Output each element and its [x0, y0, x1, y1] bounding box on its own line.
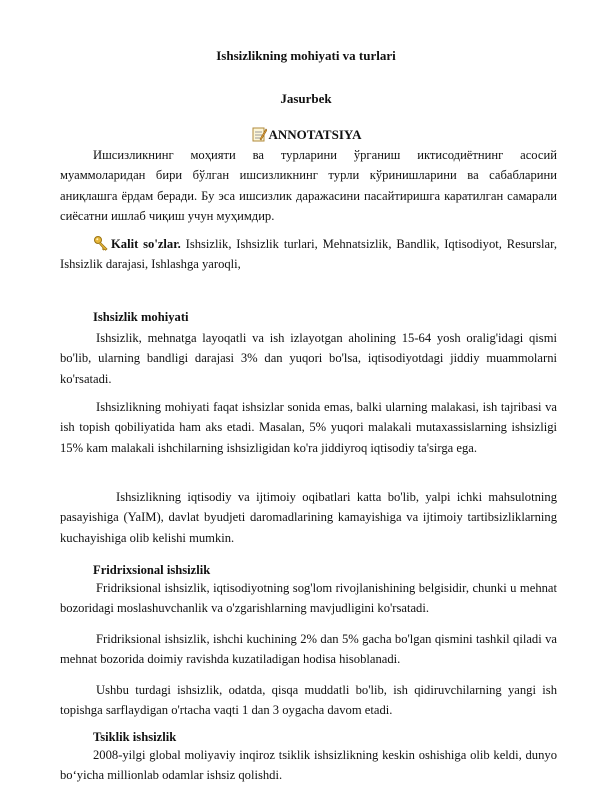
memo-icon — [251, 126, 267, 142]
annotation-heading — [0, 126, 612, 143]
section-1-paragraph-1: Ishsizlik, mehnatga layoqatli va ish izlayotgan aholining 15-64 yosh oralig'idagi qismi bo'lib, ularning bandligi darajasi 3% dan yuqori bo'lsa, iqtisodiyotdagi jiddiy muammolarni ko'rsatadi. — [60, 331, 557, 386]
document-author: Jasurbek — [280, 91, 332, 106]
section-3-paragraph-1: 2008-yilgi global moliyaviy inqiroz tsiklik ishsizlikning keskin oshishiga olib keldi, dunyo bo‘yicha millionlab odamlar ishsiz qolishdi. — [60, 748, 557, 783]
annotation-text: Ишсизликнинг моҳияти ва турларини ўрганиш иктисодиётнинг асосий муаммоларидан бири бўлган ишсизликнинг турли кўринишларини ва сабабларини аниқлашга ёрдам беради. Бу эса ишсизлик даражасини пасайтиришга каратилган самарали сиёсатни ишлаб чиқиш учун муҳимдир. — [60, 148, 557, 223]
section-1-paragraph-3: Ishsizlikning iqtisodiy va ijtimoiy oqibatlari katta bo'lib, yalpi ichki mahsulotning pasayishiga (YaIM), davlat byudjeti daromadlarining kamayishiga va ijtimoiy tartibsizliklarning kuchayishiga olib kelishi mumkin. — [60, 490, 557, 545]
section-heading-tsiklik: Tsiklik ishsizlik — [93, 730, 177, 744]
section-2-paragraph-2: Fridriksional ishsizlik, ishchi kuchining 2% dan 5% gacha bo'lgan qismini tashkil qiladi va mehnat bozorida doimiy ravishda kuzatiladigan hodisa hisoblanadi. — [60, 632, 557, 667]
section-1-paragraph-2: Ishsizlikning mohiyati faqat ishsizlar sonida emas, balki ularning malakasi, ish tajribasi va ish topish qobiliyatida ham aks etadi. Masalan, 5% yuqori malakali mutaxassislarning ishsizligi 15% kam malakali ishchilarning ishsizligidan ko'ra jiddiyroq iqtisodiy ta'sirga ega. — [60, 400, 557, 455]
key-icon — [93, 235, 109, 251]
annotation-heading-text: ANNOTATSIYA — [268, 127, 362, 142]
keywords-paragraph — [60, 234, 557, 275]
section-heading-fridrixsional: Fridrixsional ishsizlik — [93, 563, 211, 577]
keywords-label: Kalit so'zlar. — [111, 237, 181, 251]
section-2-paragraph-3: Ushbu turdagi ishsizlik, odatda, qisqa muddatli bo'lib, ish qidiruvchilarning yangi ish topishga sarflaydigan o'rtacha vaqti 1 dan 3 oygacha davom etadi. — [60, 683, 557, 718]
keywords-text: Ishsizlik, Ishsizlik turlari, Mehnatsizlik, Bandlik, Iqtisodiyot, Resurslar, Ishsizlik darajasi, Ishlashga yaroqli, — [60, 237, 557, 272]
section-2-paragraph-1: Fridriksional ishsizlik, iqtisodiyotning sog'lom rivojlanishining belgisidir, chunki u mehnat bozoridagi moslashuvchanlik va o'zgarishlarning mavjudligini ko'rsatadi. — [60, 581, 557, 616]
document-title: Ishsizlikning mohiyati va turlari — [216, 48, 396, 63]
section-heading-ishsizlik-mohiyati: Ishsizlik mohiyati — [93, 310, 189, 324]
